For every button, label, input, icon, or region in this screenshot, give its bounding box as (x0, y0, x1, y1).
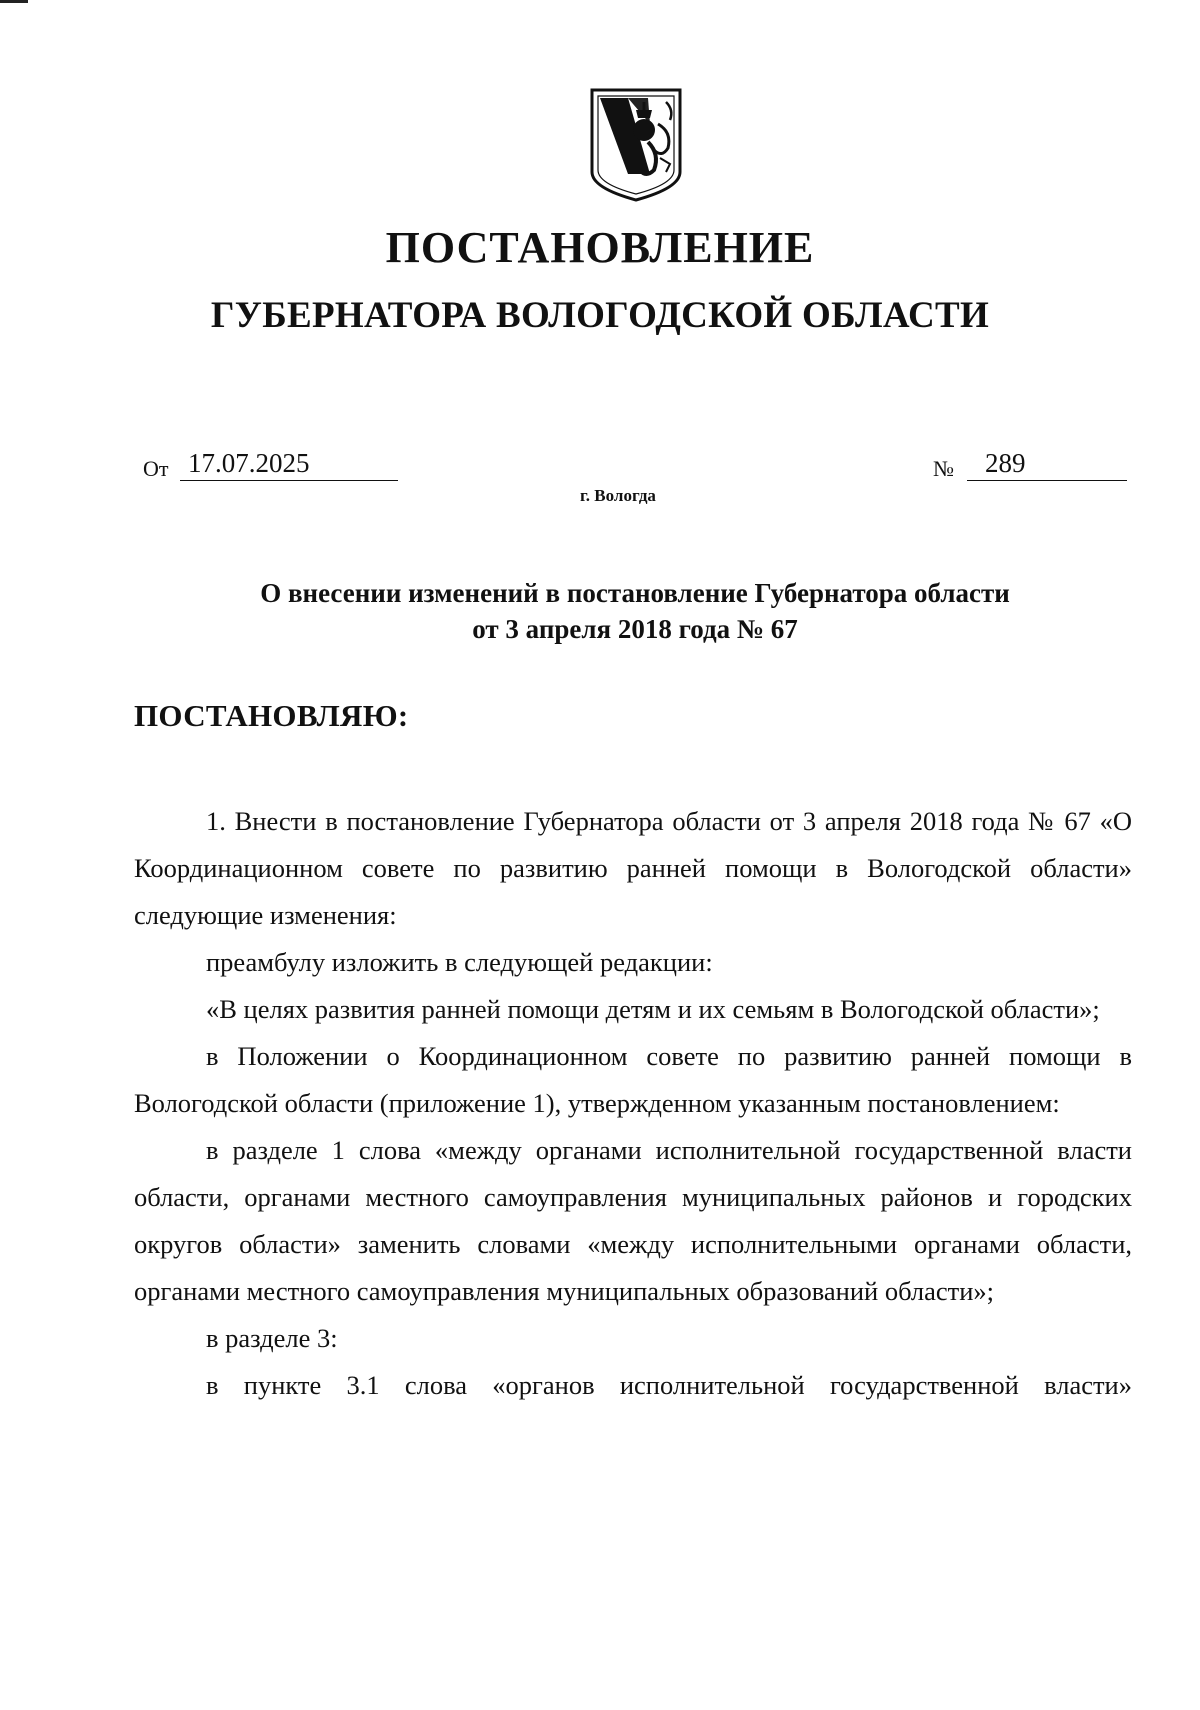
document-heading (0, 575, 1200, 647)
document-subtitle: ГУБЕРНАТОРА ВОЛОГОДСКОЙ ОБЛАСТИ (210, 295, 990, 336)
paragraph: «В целях развития ранней помощи детям и их семьям в Вологодской области»; (206, 994, 1100, 1024)
number-underline (967, 480, 1127, 481)
scan-corner-mark (0, 0, 28, 3)
decree-word: ПОСТАНОВЛЯЮ: (134, 698, 409, 733)
vologda-coat-of-arms-icon (588, 84, 684, 202)
paragraph: преамбулу изложить в следующей редакции: (206, 947, 713, 977)
number-label: № (933, 456, 954, 481)
date-value: 17.07.2025 (188, 448, 310, 478)
paragraph: в пункте 3.1 слова «органов исполнительной государственной власти» (206, 1370, 1132, 1400)
paragraph: в разделе 3: (206, 1323, 338, 1353)
number-value: 289 (985, 448, 1026, 478)
paragraph: в Положении о Координационном совете по развитию ранней помощи в Вологодской области (приложение 1), утвержденном указанным постановлением: (134, 1041, 1132, 1118)
paragraph: в разделе 1 слова «между органами исполнительной государственной власти области, органами местного самоуправления муниципальных районов и городских округов области» заменить словами «между исполнительными органами области, органами местного самоуправления муниципальных образований области»; (134, 1135, 1132, 1306)
date-label: От (143, 456, 169, 481)
paragraph: 1. Внести в постановление Губернатора области от 3 апреля 2018 года № 67 «О Координационном совете по развитию ранней помощи в Вологодской области» следующие изменения: (134, 806, 1132, 930)
city: г. Вологда (580, 486, 656, 505)
heading-line: О внесении изменений в постановление Губернатора области (260, 578, 1010, 608)
heading-line: от 3 апреля 2018 года № 67 (472, 614, 798, 644)
date-underline (180, 480, 398, 481)
document-body (134, 798, 1132, 1409)
document-title: ПОСТАНОВЛЕНИЕ (385, 223, 815, 272)
